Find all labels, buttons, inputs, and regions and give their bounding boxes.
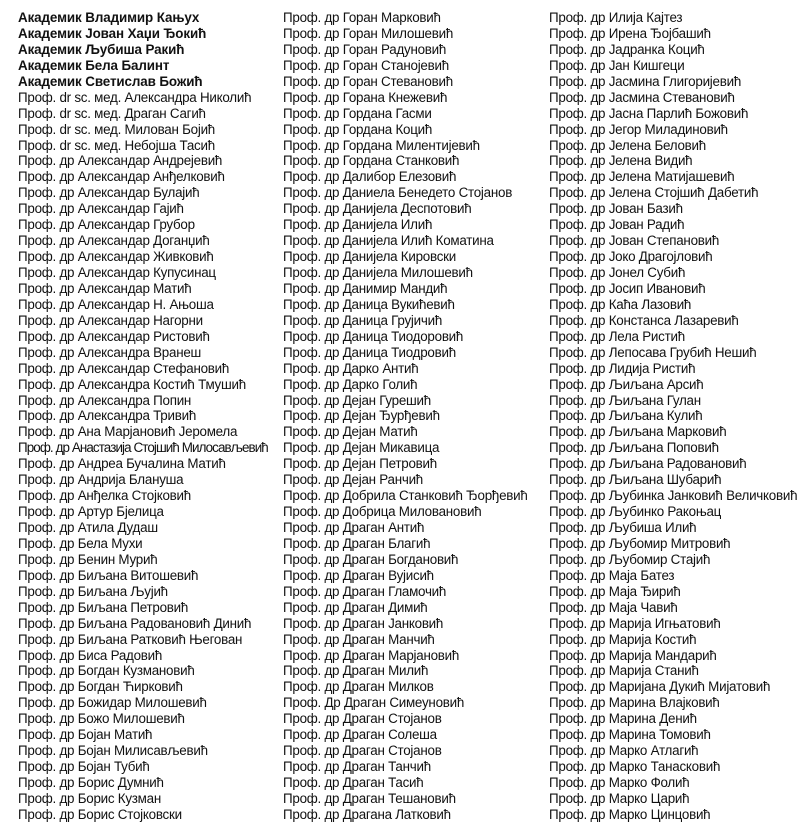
professor-name: Проф. др Александар Матић xyxy=(18,280,192,296)
professor-name: Проф. др Марија Станић xyxy=(549,663,699,679)
professor-name: Проф. др Бела Мухи xyxy=(18,535,143,551)
professor-name: Проф. др Александра Тривић xyxy=(18,408,197,424)
professor-name: Проф. Др Драган Симеуновић xyxy=(283,695,465,711)
professor-name: Проф. др Љиљана Марковић xyxy=(549,424,727,440)
professor-name: Проф. др Илија Кајтез xyxy=(549,10,683,25)
professor-name: Проф. др Јан Кишгеци xyxy=(549,57,685,73)
professor-name: Проф. др Горан Милошевић xyxy=(283,25,454,41)
professor-name: Проф. др Марина Денић xyxy=(549,711,697,727)
professor-name: Проф. др Љубомир Стајић xyxy=(549,551,711,567)
professor-name: Проф. др Александар Доганџић xyxy=(18,233,210,249)
academician-name: Академик Светислав Божић xyxy=(18,73,203,89)
professor-name: Проф. др Борис Думнић xyxy=(18,775,164,790)
professor-name: Проф. dr sc. мед. Милован Бојић xyxy=(18,121,216,137)
professor-name: Проф. др Драган Стојанов xyxy=(283,743,442,759)
professor-name: Проф. др Марија Костић xyxy=(549,631,697,647)
professor-name: Проф. др Јасмина Стевановић xyxy=(549,89,735,105)
professor-name: Проф. др Анђелка Стојковић xyxy=(18,488,191,504)
professor-name: Проф. др Јонел Субић xyxy=(549,265,686,280)
professor-name: Проф. др Каћа Лазовић xyxy=(549,296,692,312)
professor-name: Проф. др Јасна Парлић Божовић xyxy=(549,105,749,121)
professor-name: Проф. др Александар Ристовић xyxy=(18,328,210,344)
professor-name: Проф. dr sc. мед. Александра Николић xyxy=(18,89,252,105)
professor-name: Проф. др Драган Антић xyxy=(283,520,425,535)
professor-name: Проф. др Јосип Ивановић xyxy=(549,280,706,296)
professor-name: Проф. др Јелена Матијашевић xyxy=(549,169,735,185)
professor-name: Проф. др Марко Фолић xyxy=(549,775,690,790)
professor-name: Проф. др Данијела Кировски xyxy=(283,249,456,265)
professor-name: Проф. др Горан Стевановић xyxy=(283,73,453,89)
professor-name: Проф. др Андреа Бучалина Матић xyxy=(18,456,226,472)
professor-name: Проф. др Дејан Матић xyxy=(283,424,418,440)
professor-name: Проф. др Лидија Ристић xyxy=(549,360,696,376)
professor-name: Проф. др Драган Богдановић xyxy=(283,551,459,567)
professor-name: Проф. др Маријана Дукић Мијатовић xyxy=(549,679,771,695)
professor-name: Проф. др Дејан Ђурђевић xyxy=(283,408,440,424)
professor-name: Проф. др Богдан Ћирковић xyxy=(18,679,183,695)
academician-name: Академик Бела Балинт xyxy=(18,57,170,73)
professor-name: Проф. др Марија Мандарић xyxy=(549,647,717,663)
professor-name: Проф. др Александар Гајић xyxy=(18,201,184,217)
professor-name: Проф. др Љиљана Поповић xyxy=(549,440,719,456)
professor-name: Проф. др Марко Танасковић xyxy=(549,759,721,775)
professor-name: Проф. др Марина Влајковић xyxy=(549,695,720,711)
professor-name: Проф. др Драган Тешановић xyxy=(283,790,456,806)
professor-name: Проф. др Горана Кнежевић xyxy=(283,89,448,105)
professor-name: Проф. др Александар Н. Ањоша xyxy=(18,296,214,312)
professor-name: Проф. др Борис Кузман xyxy=(18,790,161,806)
professor-name: Проф. др Драган Милков xyxy=(283,679,434,695)
professor-name: Проф. др Драган Манчић xyxy=(283,631,435,647)
professor-name: Проф. др Бојан Милисављевић xyxy=(18,743,208,759)
professor-name: Проф. dr sc. мед. Небојша Тасић xyxy=(18,137,215,153)
professor-name: Проф. др Андрија Блануша xyxy=(18,472,184,488)
professor-name: Проф. др Јадранка Коцић xyxy=(549,41,705,57)
professor-name: Проф. др Драган Тасић xyxy=(283,775,424,790)
professor-name: Проф. др Марија Игњатовић xyxy=(549,615,721,631)
professor-name: Проф. др Ирена Ђојбашић xyxy=(549,25,711,41)
professor-name: Проф. др Драган Вујисић xyxy=(283,567,434,583)
professor-name: Проф. др Бојан Тубић xyxy=(18,759,150,775)
professor-name: Проф. др Драган Танчић xyxy=(283,759,431,775)
professor-name: Проф. др Гордана Коцић xyxy=(283,121,433,137)
professor-name: Проф. др Драган Милић xyxy=(283,663,429,679)
professor-name: Проф. др Даниела Бенедето Стојанов xyxy=(283,185,513,201)
professor-name: Проф. др Драган Димић xyxy=(283,599,428,615)
professor-name: Проф. др Маја Ђирић xyxy=(549,583,681,599)
professor-name: Проф. др Дејан Микавица xyxy=(283,440,440,456)
professor-name: Проф. др Данијела Илић xyxy=(283,217,433,233)
professor-name: Проф. др Љиљана Кулић xyxy=(549,408,703,424)
professor-name: Проф. др Дејан Ранчић xyxy=(283,472,423,488)
professor-name: Проф. др Драган Јанковић xyxy=(283,615,444,631)
professor-name: Проф. др Анастазија Стојшић Милосављевић xyxy=(18,440,268,456)
professor-name: Проф. др Далибор Елезовић xyxy=(283,169,457,185)
professor-name: Проф. др Александар Купусинац xyxy=(18,265,216,280)
professor-name: Проф. др Александра Вранеш xyxy=(18,344,202,360)
professor-name: Проф. др Данимир Мандић xyxy=(283,280,448,296)
professor-name: Проф. др Драган Солеша xyxy=(283,727,437,743)
professor-name: Проф. др Александар Булајић xyxy=(18,185,200,201)
academician-name: Академик Владимир Кањух xyxy=(18,10,200,25)
professor-name: Проф. др Александра Костић Тмушић xyxy=(18,376,246,392)
professor-name: Проф. др Маја Батез xyxy=(549,567,675,583)
professor-name: Проф. др Атила Дудаш xyxy=(18,520,158,535)
professor-name: Проф. др Даница Вукићевић xyxy=(283,296,455,312)
professor-name: Проф. др Горан Марковић xyxy=(283,10,441,25)
professor-name: Проф. др Биљана Витошевић xyxy=(18,567,199,583)
professor-name: Проф. др Дејан Петровић xyxy=(283,456,437,472)
name-column-1 xyxy=(18,10,280,823)
professor-name: Проф. др Драган Благић xyxy=(283,535,431,551)
professor-name: Проф. dr sc. мед. Драган Сагић xyxy=(18,105,206,121)
professor-name: Проф. др Јован Радић xyxy=(549,217,685,233)
professor-name: Проф. др Марко Цинцовић xyxy=(549,806,711,822)
professor-name: Проф. др Ана Марјановић Јеромела xyxy=(18,424,238,440)
professor-name: Проф. др Љубинка Јанковић Величковић xyxy=(549,488,798,504)
professor-name: Проф. др Јелена Видић xyxy=(549,153,693,169)
professor-name: Проф. др Александар Грубор xyxy=(18,217,195,233)
professor-name: Проф. др Љиљана Шубарић xyxy=(549,472,722,488)
professor-name: Проф. др Јелена Стојшић Дабетић xyxy=(549,185,759,201)
professor-name: Проф. др Љиљана Радовановић xyxy=(549,456,747,472)
professor-name: Проф. др Богдан Кузмановић xyxy=(18,663,195,679)
professor-name: Проф. др Божо Милошевић xyxy=(18,711,185,727)
name-column-3 xyxy=(549,10,799,823)
professor-name: Проф. др Борис Стојковски xyxy=(18,806,182,822)
professor-name: Проф. др Александар Андрејевић xyxy=(18,153,223,169)
professor-name: Проф. др Даница Тиодоровић xyxy=(283,328,464,344)
academician-name: Академик Јован Хаџи Ђокић xyxy=(18,25,207,41)
professor-name: Проф. др Горан Радуновић xyxy=(283,41,447,57)
professor-name: Проф. др Љубомир Митровић xyxy=(549,535,731,551)
professor-name: Проф. др Данијела Милошевић xyxy=(283,265,473,280)
professor-name: Проф. др Бенин Мурић xyxy=(18,551,158,567)
professor-name: Проф. др Данијела Илић Коматина xyxy=(283,233,494,249)
professor-name: Проф. др Данијела Деспотовић xyxy=(283,201,472,217)
name-column-2 xyxy=(283,10,545,823)
professor-name: Проф. др Даница Тиодровић xyxy=(283,344,456,360)
professor-name: Проф. др Божидар Милошевић xyxy=(18,695,207,711)
professor-name: Проф. др Гордана Гасми xyxy=(283,105,432,121)
professor-name: Проф. др Лепосава Грубић Нешић xyxy=(549,344,757,360)
professor-name: Проф. др Јован Степановић xyxy=(549,233,720,249)
professor-name: Проф. др Бојан Матић xyxy=(18,727,153,743)
professor-name: Проф. др Биљана Петровић xyxy=(18,599,189,615)
professor-name: Проф. др Маја Чавић xyxy=(549,599,678,615)
professor-name: Проф. др Александар Стефановић xyxy=(18,360,230,376)
professor-name: Проф. др Љиљана Арсић xyxy=(549,376,704,392)
professor-name: Проф. др Љубиша Илић xyxy=(549,520,697,535)
professor-name: Проф. др Гордана Милентијевић xyxy=(283,137,480,153)
professor-name: Проф. др Јегор Миладиновић xyxy=(549,121,728,137)
professor-name: Проф. др Јован Базић xyxy=(549,201,683,217)
professor-name: Проф. др Марко Царић xyxy=(549,790,690,806)
professor-name: Проф. др Дејан Гурешић xyxy=(283,392,431,408)
academician-name: Академик Љубиша Ракић xyxy=(18,41,185,57)
professor-name: Проф. др Љиљана Гулан xyxy=(549,392,701,408)
professor-name: Проф. др Марко Атлагић xyxy=(549,743,699,759)
professor-name: Проф. др Александра Попин xyxy=(18,392,192,408)
professor-name: Проф. др Драган Марјановић xyxy=(283,647,460,663)
professor-name: Проф. др Биљана Љујић xyxy=(18,583,168,599)
professor-name: Проф. др Биљана Радовановић Динић xyxy=(18,615,252,631)
professor-name: Проф. др Добрица Миловановић xyxy=(283,504,482,520)
professor-name: Проф. др Дарко Голић xyxy=(283,376,418,392)
professor-name: Проф. др Драгана Латковић xyxy=(283,806,451,822)
professor-name: Проф. др Драган Стојанов xyxy=(283,711,442,727)
professor-name: Проф. др Биљана Ратковић Његован xyxy=(18,631,243,647)
professor-name: Проф. др Александар Живковић xyxy=(18,249,214,265)
professor-name: Проф. др Драган Гламочић xyxy=(283,583,447,599)
professor-name: Проф. др Јоко Драгојловић xyxy=(549,249,713,265)
professor-name: Проф. др Артур Бјелица xyxy=(18,504,164,520)
professor-name: Проф. др Добрила Станковић Ђорђевић xyxy=(283,488,528,504)
professor-name: Проф. др Даница Грујичић xyxy=(283,312,443,328)
professor-name: Проф. др Дарко Антић xyxy=(283,360,419,376)
professor-name: Проф. др Александар Анђелковић xyxy=(18,169,225,185)
professor-name: Проф. др Констанса Лазаревић xyxy=(549,312,739,328)
professor-name: Проф. др Јелена Беловић xyxy=(549,137,706,153)
professor-name: Проф. др Љубинко Ракоњац xyxy=(549,504,722,520)
professor-name: Проф. др Лела Ристић xyxy=(549,328,685,344)
professor-name: Проф. др Биса Радовић xyxy=(18,647,163,663)
professor-name: Проф. др Марина Томовић xyxy=(549,727,711,743)
professor-name: Проф. др Гордана Станковић xyxy=(283,153,460,169)
professor-name: Проф. др Горан Станојевић xyxy=(283,57,449,73)
professor-name: Проф. др Јасмина Глигоријевић xyxy=(549,73,742,89)
professor-name: Проф. др Александар Нагорни xyxy=(18,312,203,328)
